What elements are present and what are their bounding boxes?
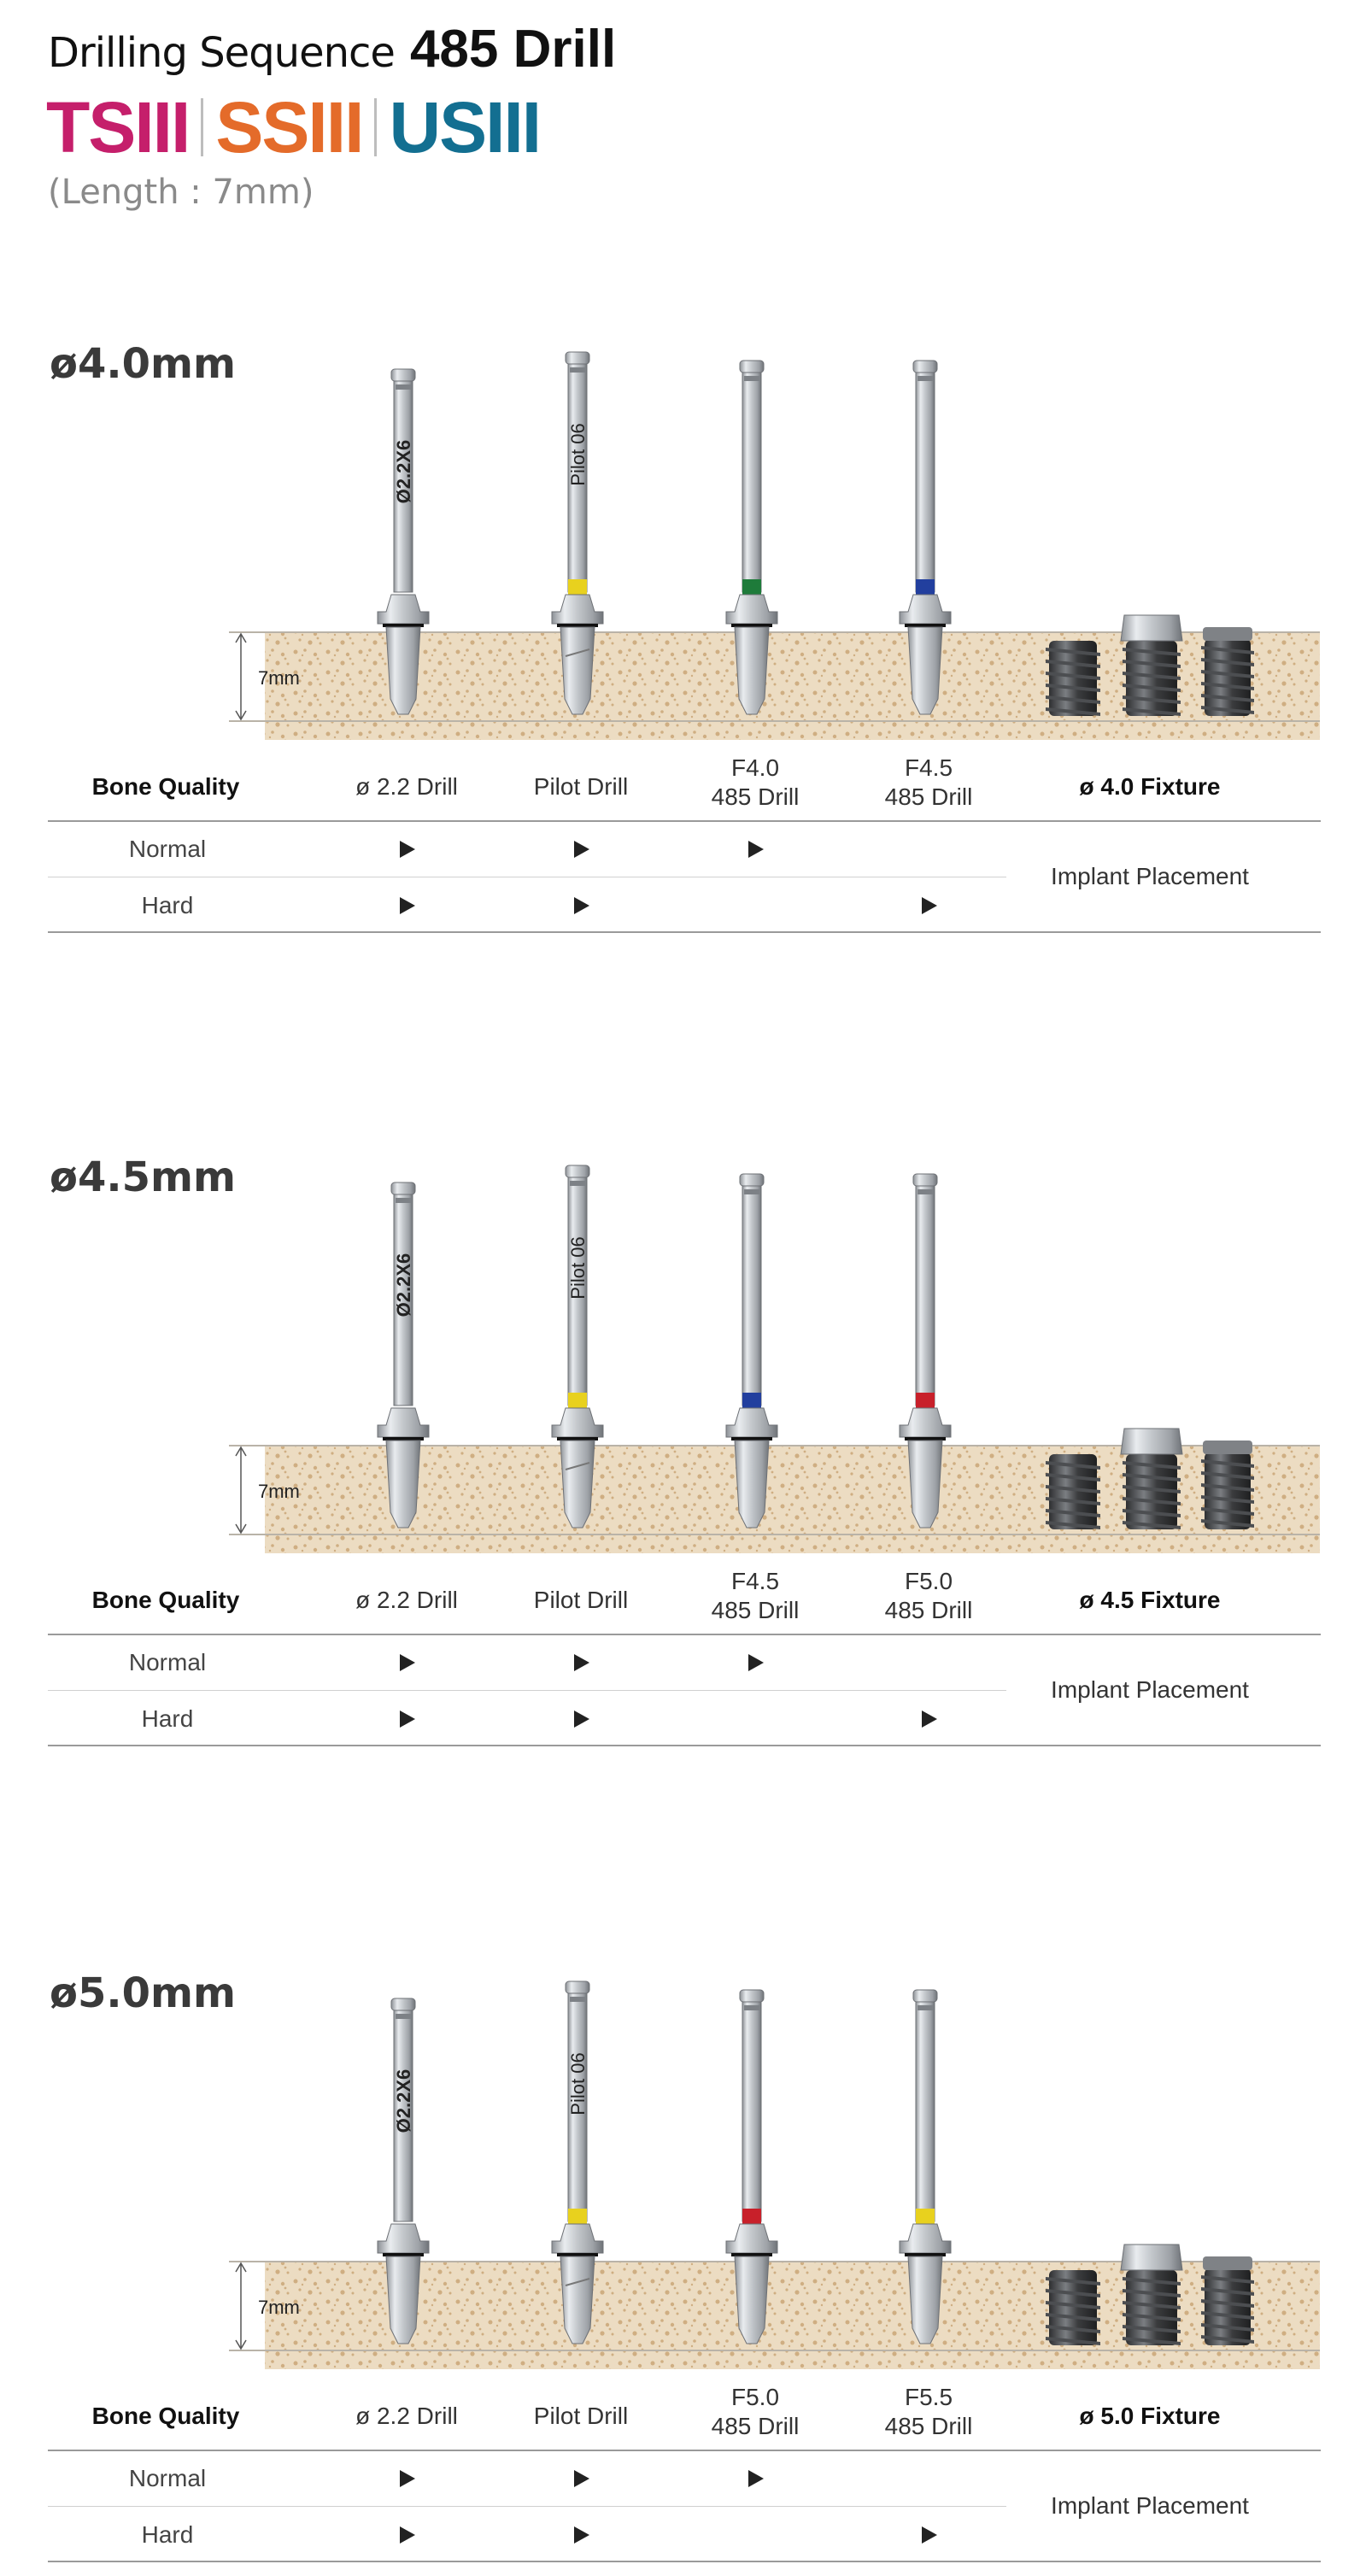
- implant-placement-label: Implant Placement: [1051, 863, 1249, 889]
- row-label-hard: Hard: [141, 1705, 194, 1732]
- step-arrow-icon: [922, 2526, 937, 2544]
- sequence-table: [48, 1567, 1321, 1823]
- implant-fixture: [1201, 639, 1254, 716]
- implant-fixture: [1046, 1454, 1100, 1529]
- section-title: ø5.0mm: [50, 1969, 237, 2017]
- implant-fixture: [1201, 1452, 1254, 1529]
- step-arrow-icon: [574, 897, 589, 914]
- sequence-table: [48, 2383, 1321, 2576]
- row-divider: [48, 1690, 1006, 1691]
- step-arrow-icon: [574, 2470, 589, 2487]
- drill-marking: Pilot 06: [567, 2052, 589, 2115]
- table-header-4: F5.5 485 Drill: [884, 2384, 973, 2439]
- row-label-hard: Hard: [141, 892, 194, 918]
- brand-usiii: USIII: [389, 87, 541, 167]
- table-header-2: Pilot Drill: [533, 2403, 629, 2429]
- implant-fixture: [1121, 2244, 1182, 2345]
- brand-tsiii: TSIII: [46, 87, 190, 167]
- table-header-4: F4.5 485 Drill: [884, 754, 973, 810]
- step-arrow-icon: [574, 2526, 589, 2544]
- table-header-1: ø 2.2 Drill: [355, 773, 458, 800]
- drill-marking: Pilot 06: [567, 423, 589, 486]
- table-header-2: Pilot Drill: [533, 1587, 629, 1613]
- step-arrow-icon: [574, 1710, 589, 1728]
- implant-fixtures: [1046, 1429, 1254, 1529]
- table-rule: [48, 2561, 1321, 2562]
- table-header-3: F4.0 485 Drill: [711, 754, 800, 810]
- step-arrow-icon: [748, 841, 764, 858]
- title-strong: 485 Drill: [409, 20, 617, 79]
- table-header-0: Bone Quality: [91, 1587, 240, 1613]
- implant-fixture: [1046, 2270, 1100, 2345]
- section-5-0mm: [0, 1969, 1366, 2576]
- table-header-4: F5.0 485 Drill: [884, 1568, 973, 1623]
- step-arrow-icon: [748, 2470, 764, 2487]
- implant-fixtures: [1046, 2244, 1254, 2345]
- sequence-table: [48, 754, 1321, 1010]
- depth-label: 7mm: [258, 2297, 300, 2318]
- step-arrow-icon: [922, 897, 937, 914]
- section-4-5mm: [0, 1153, 1366, 1837]
- implant-fixture: [1201, 2268, 1254, 2345]
- table-rule: [48, 1634, 1321, 1635]
- table-rule: [48, 820, 1321, 822]
- table-rule: [48, 2450, 1321, 2451]
- step-arrow-icon: [400, 2526, 415, 2544]
- step-arrow-icon: [574, 841, 589, 858]
- row-label-hard: Hard: [141, 2521, 194, 2548]
- table-header-5: ø 4.0 Fixture: [1079, 773, 1221, 800]
- depth-label: 7mm: [258, 1481, 300, 1502]
- length-note: (Length : 7mm): [48, 173, 314, 212]
- section-title: ø4.5mm: [50, 1153, 237, 1201]
- row-label-normal: Normal: [128, 836, 207, 862]
- table-header-2: Pilot Drill: [533, 773, 629, 800]
- table-header-0: Bone Quality: [91, 773, 240, 800]
- row-label-normal: Normal: [128, 2465, 207, 2491]
- drill-marking: Ø2.2X6: [393, 1253, 414, 1317]
- table-header-1: ø 2.2 Drill: [355, 2403, 458, 2429]
- brand-lineup: [46, 89, 540, 166]
- implant-fixture: [1121, 615, 1182, 716]
- drill-marking: Ø2.2X6: [393, 439, 414, 504]
- brand-ssiii: SSIII: [215, 87, 363, 167]
- drill-illustration: [0, 1153, 1366, 1581]
- table-header-0: Bone Quality: [91, 2403, 240, 2429]
- table-header-5: ø 5.0 Fixture: [1079, 2403, 1221, 2429]
- page-title: [48, 19, 616, 79]
- table-header-5: ø 4.5 Fixture: [1079, 1587, 1221, 1613]
- step-arrow-icon: [400, 1710, 415, 1728]
- implant-fixture: [1046, 641, 1100, 716]
- implant-placement-label: Implant Placement: [1051, 1676, 1249, 1703]
- implant-fixtures: [1046, 615, 1254, 716]
- table-header-1: ø 2.2 Drill: [355, 1587, 458, 1613]
- step-arrow-icon: [922, 1710, 937, 1728]
- step-arrow-icon: [400, 1654, 415, 1671]
- implant-fixture: [1121, 1429, 1182, 1529]
- drill-marking: Pilot 06: [567, 1236, 589, 1300]
- table-rule: [48, 1745, 1321, 1746]
- step-arrow-icon: [748, 1654, 764, 1671]
- step-arrow-icon: [400, 2470, 415, 2487]
- drill-illustration: [0, 1969, 1366, 2397]
- brand-divider: [374, 98, 377, 156]
- step-arrow-icon: [574, 1654, 589, 1671]
- table-header-3: F5.0 485 Drill: [711, 2384, 800, 2439]
- implant-placement-label: Implant Placement: [1051, 2492, 1249, 2519]
- table-rule: [48, 931, 1321, 933]
- drill-marking: Ø2.2X6: [393, 2068, 414, 2133]
- table-header-3: F4.5 485 Drill: [711, 1568, 800, 1623]
- section-4-0mm: [0, 340, 1366, 1024]
- brand-divider: [201, 98, 203, 156]
- drill-illustration: [0, 340, 1366, 767]
- title-lead: Drilling Sequence: [48, 29, 395, 77]
- section-title: ø4.0mm: [50, 340, 237, 388]
- step-arrow-icon: [400, 897, 415, 914]
- row-label-normal: Normal: [128, 1649, 207, 1675]
- step-arrow-icon: [400, 841, 415, 858]
- depth-label: 7mm: [258, 667, 300, 689]
- row-divider: [48, 2506, 1006, 2507]
